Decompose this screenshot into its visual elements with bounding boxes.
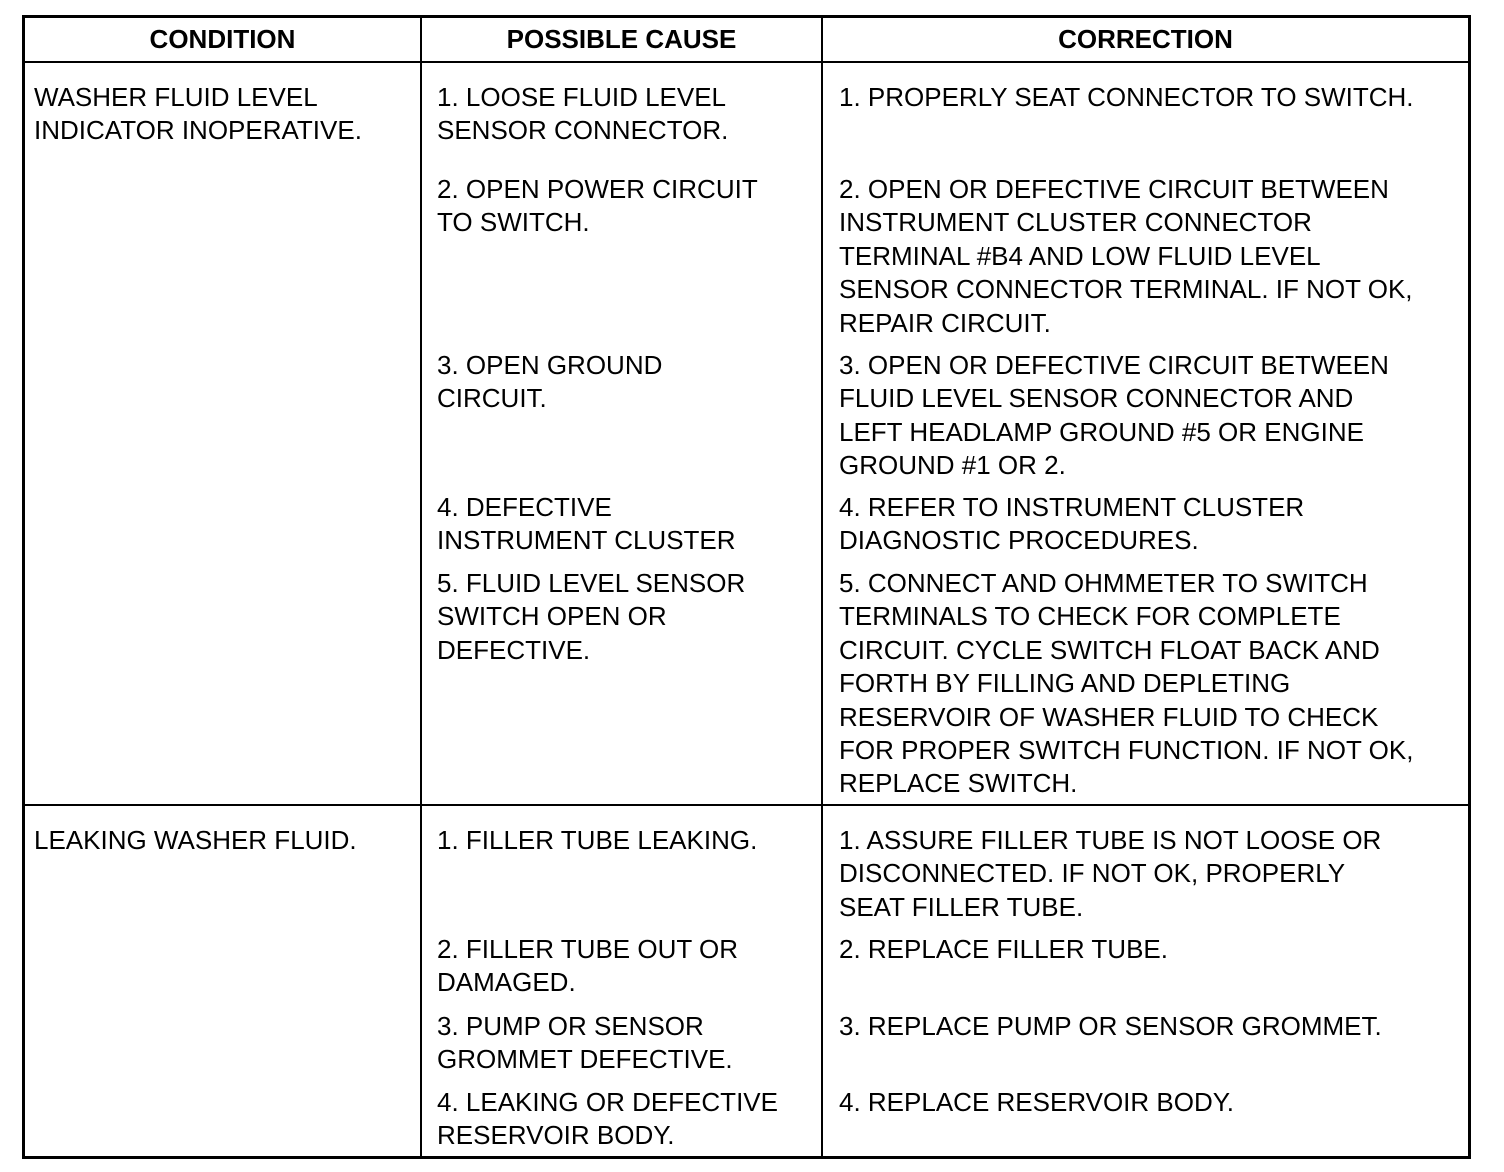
header-divider (25, 61, 1468, 63)
condition-cell: LEAKING WASHER FLUID. (34, 825, 357, 855)
correction-cell: 1. ASSURE FILLER TUBE IS NOT LOOSE OR DISCONNECTED. IF NOT OK, PROPERLY SEAT FILLER TUBE. (839, 825, 1382, 922)
correction-cell: 4. REPLACE RESERVOIR BODY. (839, 1087, 1234, 1117)
column-divider (821, 18, 823, 1156)
cause-cell: 3. OPEN GROUND CIRCUIT. (437, 350, 663, 414)
header-possible-cause: POSSIBLE CAUSE (506, 24, 737, 54)
correction-cell: 1. PROPERLY SEAT CONNECTOR TO SWITCH. (839, 82, 1414, 112)
cause-cell: 3. PUMP OR SENSOR GROMMET DEFECTIVE. (437, 1011, 733, 1075)
column-divider (420, 18, 422, 1156)
correction-cell: 2. OPEN OR DEFECTIVE CIRCUIT BETWEEN INSTRUMENT CLUSTER CONNECTOR TERMINAL #B4 AND LOW FLUID LEVEL SENSOR CONNECTOR TERMINAL. IF NOT OK, REPAIR CIRCUIT. (839, 174, 1413, 338)
correction-cell: 3. OPEN OR DEFECTIVE CIRCUIT BETWEEN FLUID LEVEL SENSOR CONNECTOR AND LEFT HEADLAMP GROUND #5 OR ENGINE GROUND #1 OR 2. (839, 350, 1389, 481)
group-divider (25, 804, 1468, 806)
cause-cell: 5. FLUID LEVEL SENSOR SWITCH OPEN OR DEFECTIVE. (437, 568, 746, 665)
correction-cell: 5. CONNECT AND OHMMETER TO SWITCH TERMINALS TO CHECK FOR COMPLETE CIRCUIT. CYCLE SWITCH FLOAT BACK AND FORTH BY FILLING AND DEPLETING RESERVOIR OF WASHER FLUID TO CHECK FOR PROPER SWITCH FUNCTION. IF NOT OK, REPLACE SWITCH. (839, 568, 1414, 799)
diagnosis-table (22, 15, 1471, 1159)
condition-cell: WASHER FLUID LEVEL INDICATOR INOPERATIVE. (34, 82, 362, 146)
cause-cell: 1. FILLER TUBE LEAKING. (437, 825, 758, 855)
correction-cell: 2. REPLACE FILLER TUBE. (839, 934, 1168, 964)
cause-cell: 2. FILLER TUBE OUT OR DAMAGED. (437, 934, 739, 998)
cause-cell: 4. DEFECTIVE INSTRUMENT CLUSTER (437, 492, 736, 556)
cause-cell: 2. OPEN POWER CIRCUIT TO SWITCH. (437, 174, 758, 238)
header-correction: CORRECTION (1058, 24, 1233, 54)
cause-cell: 4. LEAKING OR DEFECTIVE RESERVOIR BODY. (437, 1087, 778, 1151)
cause-cell: 1. LOOSE FLUID LEVEL SENSOR CONNECTOR. (437, 82, 729, 146)
header-condition: CONDITION (149, 24, 296, 54)
correction-cell: 4. REFER TO INSTRUMENT CLUSTER DIAGNOSTIC PROCEDURES. (839, 492, 1305, 556)
correction-cell: 3. REPLACE PUMP OR SENSOR GROMMET. (839, 1011, 1382, 1041)
